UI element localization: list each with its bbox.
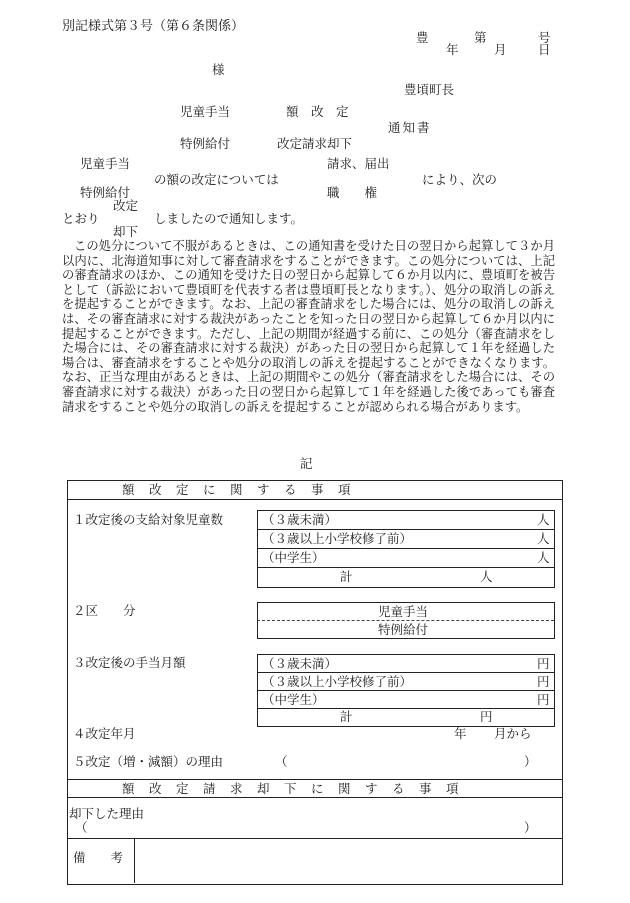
intro-ex-officio: 職 権	[327, 185, 378, 200]
title-child-allowance: 児童手当	[180, 104, 231, 119]
item1-label: １改定後の支給対象児童数	[73, 512, 224, 527]
title-change-reject: 改定請求却下	[277, 136, 353, 151]
item3-total-label: 計	[340, 709, 353, 724]
item3-total-unit: 円	[480, 709, 493, 724]
title-special-allowance: 特例給付	[180, 136, 231, 151]
item1-rule-3	[257, 567, 554, 568]
section2-header: 額 改 定 請 求 却 下 に 関 す る 事 項	[122, 781, 460, 796]
item2-label: ２区 分	[73, 603, 136, 618]
item4-label: ４改定年月	[73, 726, 136, 741]
item1-row2: （３歳以上小学校修了前）	[262, 531, 413, 546]
reject-reason-close-paren: ）	[524, 820, 537, 835]
intro-shimashita: しましたので通知します。	[154, 211, 304, 226]
item3-row3: （中学生）	[262, 692, 325, 707]
item1-row3-unit: 人	[537, 550, 550, 565]
item1-total-label: 計	[340, 569, 353, 584]
item3-row1: （３歳未満）	[262, 656, 338, 671]
intro-kaitei: 改定	[113, 198, 139, 213]
addressee-suffix: 様	[212, 62, 225, 77]
intro-request: 請求、届出	[327, 156, 390, 171]
remarks-divider	[134, 838, 135, 883]
intro-toori: とおり	[62, 211, 100, 226]
intro-child-allowance: 児童手当	[80, 156, 131, 171]
item3-rule-1	[257, 672, 554, 673]
item5-label: ５改定（増・減額）の理由	[73, 754, 224, 769]
item1-row3: （中学生）	[262, 550, 325, 565]
item3-label: ３改定後の手当月額	[73, 655, 186, 670]
sender: 豊頃町長	[404, 82, 455, 97]
item5-open-paren: （	[275, 754, 288, 769]
item1-row2-unit: 人	[537, 531, 550, 546]
item4-nen: 年	[454, 726, 467, 741]
ki-label: 記	[300, 456, 313, 471]
item5-close-paren: ）	[524, 754, 537, 769]
item3-row2: （３歳以上小学校修了前）	[262, 674, 413, 689]
intro-mid: の額の改定については	[154, 172, 279, 187]
item3-rule-3	[257, 708, 554, 709]
section1-header-rule	[67, 499, 562, 500]
remarks-top-rule	[67, 838, 562, 839]
intro-kyakka: 却下	[113, 224, 139, 239]
section2-bottom-rule	[67, 797, 562, 798]
issuer-town: 豊	[416, 30, 429, 45]
issuer-go: 号	[538, 30, 551, 45]
appeal-paragraph: この処分について不服があるときは、この通知書を受けた日の翌日から起算して３か月以内に、北海道知事に対して審査請求をすることができます。この処分については、上記の審査請求のほか、この通知を受けた日の翌日から起算して６か月以内に、豊頃町を被告として（訴訟において豊頃町を代表する者は豊頃町長となります。）、処分の取消しの訴えを提起することができます。なお、上記の審査請求をした場合には、処分の取消しの訴えは、その審査請求に対する裁決があったことを知った日の翌日から起算して６か月以内に提起することができます。ただし、上記の期間が経過する前に、この処分（審査請求をした場合には、その審査請求に対する裁決）があった日の翌日から起算して１年を経過した場合は、審査請求をすることや処分の取消しの訴えを提起することができなくなります。なお、正当な理由があるときは、上記の期間やこの処分（審査請求をした場合には、その審査請求に対する裁決）があった日の翌日から起算して１年を経過した後であっても審査請求をすることや処分の取消しの訴えを提起することが認められる場合があります。	[62, 239, 555, 414]
title-notice: 通知書	[388, 120, 432, 135]
intro-tail: により、次の	[422, 172, 498, 187]
date-hi: 日	[538, 42, 551, 57]
item3-row2-unit: 円	[537, 674, 550, 689]
date-tsuki: 月	[494, 42, 507, 57]
item1-rule-2	[257, 548, 554, 549]
form-title: 別記様式第３号（第６条関係）	[62, 19, 245, 34]
item4-tsuki-kara: 月から	[494, 726, 532, 741]
item1-row1-unit: 人	[537, 512, 550, 527]
issuer-dai: 第	[474, 30, 487, 45]
remarks-label: 備 考	[73, 850, 124, 865]
reject-reason-label: 却下した理由	[69, 806, 145, 821]
reject-reason-open-paren: （	[75, 820, 88, 835]
item1-rule-1	[257, 529, 554, 530]
item2-divider	[257, 620, 554, 621]
item2-option-special: 特例給付	[378, 622, 429, 637]
item3-row1-unit: 円	[537, 656, 550, 671]
intro-special-allowance: 特例給付	[80, 185, 131, 200]
title-change: 額 改 定	[286, 104, 349, 119]
item3-rule-2	[257, 690, 554, 691]
section1-header: 額 改 定 に 関 す る 事 項	[122, 482, 352, 497]
date-nen: 年	[446, 42, 459, 57]
item2-option-child: 児童手当	[378, 604, 429, 619]
section2-top-rule	[67, 779, 562, 780]
item1-row1: （３歳未満）	[262, 512, 338, 527]
item3-row3-unit: 円	[537, 692, 550, 707]
item1-total-unit: 人	[480, 569, 493, 584]
